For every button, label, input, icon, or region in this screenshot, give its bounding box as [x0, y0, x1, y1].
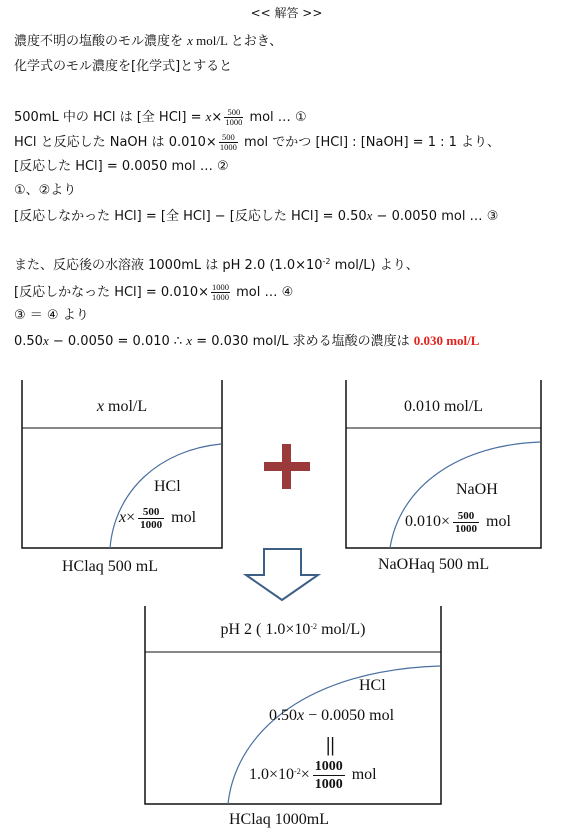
eq-line-9: 0.50x − 0.0050 = 0.010 ∴ x = 0.030 mol/L 求める塩酸の濃度は 0.030 mol/L — [14, 333, 480, 349]
eq-line-5: [反応しなかった HCl] = [全 HCl] − [反応した HCl] = 0.50x − 0.0050 mol … ③ — [14, 208, 499, 224]
hcl-concentration-label: x mol/L — [96, 398, 148, 415]
result-ph-label: pH 2 ( $1.0\times 10^{-2}$ mol/L) — [220, 621, 366, 638]
fraction-500-1000: $\frac{500}{1000}$ — [219, 132, 237, 152]
eq-line-6: また、反応後の水溶液 1000mL は pH 2.0 ($1.0\times 10^{-2}$ mol/L) より、 — [14, 257, 419, 273]
hcl-caption: HClaq 500 mL — [62, 558, 158, 575]
result-species-label: HCl — [359, 677, 386, 694]
result-amount-label: $1.0\times 10^{-2}\times$ $\frac{1000}{1000}$ mol — [249, 759, 377, 792]
eq-line-8: ③ ＝ ④ より — [14, 308, 89, 323]
eq-line-1: 500mL 中の HCl は [全 HCl] = x× $\frac{500}{1000}$ mol … ① — [14, 107, 307, 127]
naoh-caption: NaOHaq 500 mL — [378, 556, 490, 573]
naoh-concentration-label: 0.010 mol/L — [403, 398, 484, 415]
eq-line-7: [反応しかなった HCl] = 0.010× $\frac{1000}{1000}$ mol … ④ — [14, 282, 294, 302]
eq-line-3: [反応した HCl] = 0.0050 mol … ② — [14, 159, 229, 174]
intro-line-1: 濃度不明の塩酸のモル濃度を x mol/L とおき、 — [14, 33, 283, 49]
result-expression-label: 0.50x − 0.0050 mol — [269, 707, 395, 724]
naoh-amount-label: 0.010× $\frac{500}{1000}$ mol — [405, 510, 511, 535]
eq-line-2: HCl と反応した NaOH は 0.010× $\frac{500}{1000}$ mol でかつ [HCl] : [NaOH] = 1 : 1 より、 — [14, 132, 501, 152]
equals-sign: || — [326, 734, 335, 756]
hcl-species-label: HCl — [154, 478, 181, 495]
plus-icon — [264, 444, 310, 489]
eq-line-4: ①、②より — [14, 183, 77, 198]
hcl-amount-label: x× $\frac{500}{1000}$ mol — [119, 506, 197, 531]
hcl-curve — [110, 444, 221, 548]
intro-line-2: 化学式のモル濃度を[化学式]とすると — [14, 59, 233, 74]
down-arrow-icon — [246, 549, 318, 600]
fraction-1000-1000: $\frac{1000}{1000}$ — [212, 282, 230, 302]
fraction-500-1000: $\frac{500}{1000}$ — [225, 107, 243, 127]
result-caption: HClaq 1000mL — [229, 811, 329, 828]
answer-value: 0.030 mol/L — [413, 333, 480, 348]
naoh-species-label: NaOH — [456, 481, 498, 498]
solution-title: << 解答 >> — [250, 6, 323, 20]
